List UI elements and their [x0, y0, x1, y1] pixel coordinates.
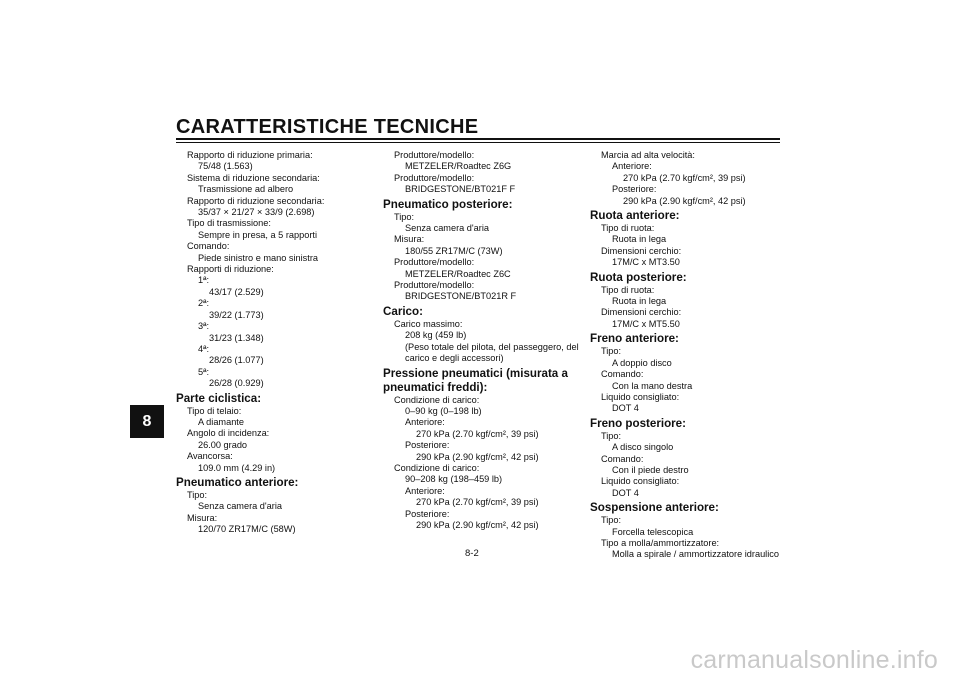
spec-line: Molla a spirale / ammortizzatore idraulico	[612, 549, 779, 560]
spec-column-2	[383, 150, 583, 531]
spec-line: Avancorsa:	[187, 451, 233, 462]
spec-line: Tipo di trasmissione:	[187, 218, 271, 229]
spec-line: 290 kPa (2.90 kgf/cm², 42 psi)	[416, 519, 539, 530]
spec-line: METZELER/Roadtec Z6G	[405, 161, 512, 172]
spec-column-3	[590, 150, 790, 561]
spec-line: Liquido consigliato:	[601, 476, 680, 487]
spec-line: BRIDGESTONE/BT021F F	[405, 184, 516, 195]
spec-line: Posteriore:	[405, 508, 450, 519]
spec-line: Anteriore:	[612, 161, 652, 172]
title-rule	[176, 138, 780, 140]
section-heading: Parte ciclistica:	[176, 391, 262, 405]
spec-line: Tipo di telaio:	[187, 405, 242, 416]
spec-line: Anteriore:	[405, 417, 445, 428]
spec-line: Rapporto di riduzione primaria:	[187, 150, 313, 160]
section-heading: Carico:	[383, 304, 423, 318]
spec-line: 1ª:	[198, 275, 210, 286]
spec-line: Produttore/modello:	[394, 257, 475, 268]
section-heading: Pneumatico anteriore:	[176, 475, 299, 489]
spec-line: Rapporto di riduzione secondaria:	[187, 195, 325, 206]
spec-line: Marcia ad alta velocità:	[601, 150, 695, 160]
spec-line: Sistema di riduzione secondaria:	[187, 172, 320, 183]
spec-line: 4ª:	[198, 343, 210, 354]
spec-line: 43/17 (2.529)	[209, 286, 264, 297]
spec-line: 109.0 mm (4.29 in)	[198, 462, 276, 473]
spec-column-1	[176, 150, 366, 536]
spec-line: Senza camera d'aria	[198, 501, 282, 512]
spec-line: DOT 4	[612, 487, 639, 498]
spec-line: 0–90 kg (0–198 lb)	[405, 405, 482, 416]
spec-line: 3ª:	[198, 321, 210, 332]
spec-line: 90–208 kg (198–459 lb)	[405, 474, 503, 485]
spec-line: 39/22 (1.773)	[209, 309, 264, 320]
spec-line: A doppio disco	[612, 357, 672, 368]
spec-line: Produttore/modello:	[394, 280, 475, 291]
section-heading: Freno posteriore:	[590, 416, 686, 430]
spec-line: 270 kPa (2.70 kgf/cm², 39 psi)	[623, 172, 746, 183]
section-heading: Ruota posteriore:	[590, 270, 687, 284]
spec-line: Anteriore:	[405, 485, 445, 496]
spec-line: Forcella telescopica	[612, 526, 694, 537]
spec-line: 17M/C x MT5.50	[612, 318, 680, 329]
spec-line: Carico massimo:	[394, 318, 463, 329]
spec-line: Angolo di incidenza:	[187, 428, 270, 439]
spec-line: Tipo di ruota:	[601, 223, 655, 234]
spec-line: Misura:	[187, 512, 218, 523]
spec-line: 180/55 ZR17M/C (73W)	[405, 245, 503, 256]
spec-line: A disco singolo	[612, 442, 674, 453]
spec-line: Sempre in presa, a 5 rapporti	[198, 229, 317, 240]
spec-line: (Peso totale del pilota, del passeggero, del carico e degli accessori)	[405, 341, 579, 364]
spec-line: Trasmissione ad albero	[198, 184, 294, 195]
spec-line: Piede sinistro e mano sinistra	[198, 252, 319, 263]
page-number: 8-2	[465, 548, 479, 559]
section-heading: Pneumatico posteriore:	[383, 197, 513, 211]
spec-line: Ruota in lega	[612, 234, 667, 245]
page-title: CARATTERISTICHE TECNICHE	[176, 116, 479, 138]
spec-line: Tipo:	[394, 211, 415, 222]
spec-line: 17M/C x MT3.50	[612, 257, 680, 268]
spec-line: Misura:	[394, 234, 425, 245]
spec-line: Comando:	[601, 369, 644, 380]
spec-line: Tipo di ruota:	[601, 284, 655, 295]
spec-line: 2ª:	[198, 298, 210, 309]
spec-line: Comando:	[601, 453, 644, 464]
spec-line: 270 kPa (2.70 kgf/cm², 39 psi)	[416, 497, 539, 508]
spec-line: METZELER/Roadtec Z6C	[405, 268, 511, 279]
spec-line: Rapporti di riduzione:	[187, 264, 274, 275]
spec-line: Liquido consigliato:	[601, 391, 680, 402]
spec-line: Ruota in lega	[612, 296, 667, 307]
spec-line: Produttore/modello:	[394, 172, 475, 183]
spec-line: Con la mano destra	[612, 380, 693, 391]
title-rule-thin	[176, 142, 780, 143]
spec-line: DOT 4	[612, 403, 639, 414]
spec-line: 208 kg (459 lb)	[405, 330, 467, 341]
spec-line: 35/37 × 21/27 × 33/9 (2.698)	[198, 207, 315, 218]
spec-line: A diamante	[198, 416, 244, 427]
spec-line: 75/48 (1.563)	[198, 161, 253, 172]
section-heading: Sospensione anteriore:	[590, 501, 719, 515]
spec-line: Condizione di carico:	[394, 394, 480, 405]
section-heading: Freno anteriore:	[590, 332, 679, 346]
spec-line: 26/28 (0.929)	[209, 378, 264, 389]
section-heading: Ruota anteriore:	[590, 209, 680, 223]
spec-line: Tipo:	[187, 489, 208, 500]
section-heading: Pressione pneumatici (misurata a pneumatici freddi):	[383, 366, 568, 394]
spec-line: 26.00 grado	[198, 439, 248, 450]
spec-line: Dimensioni cerchio:	[601, 245, 682, 256]
spec-line: 290 kPa (2.90 kgf/cm², 42 psi)	[623, 195, 746, 206]
spec-line: 5ª:	[198, 366, 210, 377]
spec-line: Tipo:	[601, 346, 622, 357]
spec-line: BRIDGESTONE/BT021R F	[405, 291, 517, 302]
spec-line: Comando:	[187, 241, 230, 252]
spec-line: Posteriore:	[612, 184, 657, 195]
spec-line: Dimensioni cerchio:	[601, 307, 682, 318]
spec-line: Tipo a molla/ammortizzatore:	[601, 537, 720, 548]
watermark: carmanualsonline.info	[690, 646, 938, 674]
spec-line: Condizione di carico:	[394, 462, 480, 473]
spec-line: 31/23 (1.348)	[209, 332, 264, 343]
spec-line: 28/26 (1.077)	[209, 355, 264, 366]
spec-line: 120/70 ZR17M/C (58W)	[198, 524, 296, 535]
spec-line: Tipo:	[601, 515, 622, 526]
spec-line: Con il piede destro	[612, 464, 689, 475]
spec-line: Produttore/modello:	[394, 150, 475, 160]
spec-line: 290 kPa (2.90 kgf/cm², 42 psi)	[416, 451, 539, 462]
spec-line: Tipo:	[601, 430, 622, 441]
spec-line: Senza camera d'aria	[405, 223, 489, 234]
section-tab: 8	[130, 405, 164, 438]
spec-line: Posteriore:	[405, 440, 450, 451]
spec-line: 270 kPa (2.70 kgf/cm², 39 psi)	[416, 428, 539, 439]
